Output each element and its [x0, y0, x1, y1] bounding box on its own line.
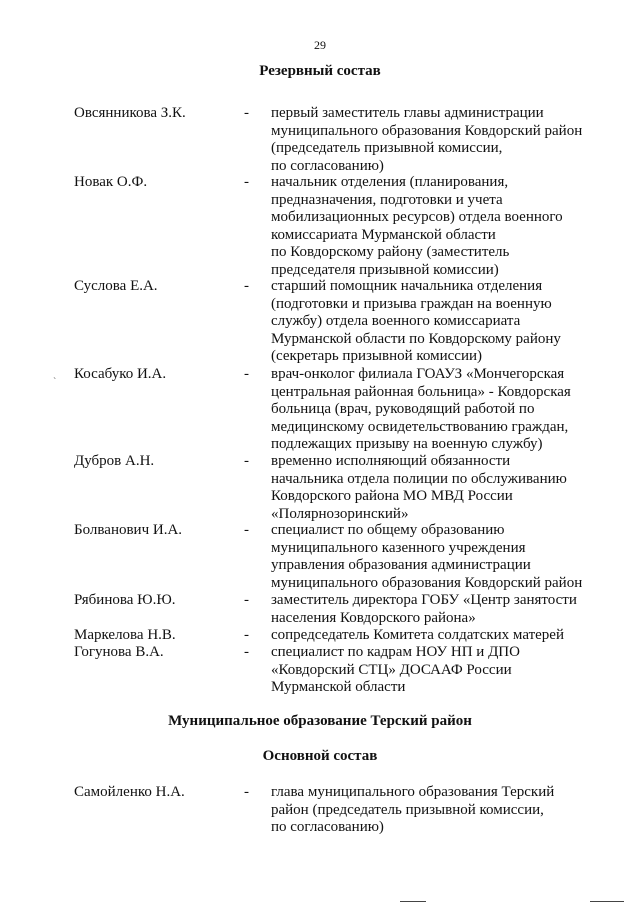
member-position: начальник отделения (планирования, предназначения, подготовки и учета мобилизационных ресурсов) отдела военного комиссариата Мурманской области по Ковдорскому району (заместитель председателя призывной комиссии): [271, 174, 563, 278]
separator-dash: -: [244, 784, 249, 800]
member-name: Косабуко И.А.: [74, 366, 167, 382]
separator-dash: -: [244, 522, 249, 538]
member-name: Новак О.Ф.: [74, 174, 148, 190]
member-position: глава муниципального образования Терский район (председатель призывной комиссии, по согласованию): [271, 784, 555, 836]
member-name: Рябинова Ю.Ю.: [74, 592, 176, 608]
scan-edge-mark: [590, 901, 624, 902]
member-position: врач-онколог филиала ГОАУЗ «Мончегорская центральная районная больница» - Ковдорская больница (врач, руководящий работой по медицинскому освидетельствованию граждан, подлежащих призыву на военную службу): [271, 366, 571, 453]
separator-dash: -: [244, 278, 249, 294]
member-position: временно исполняющий обязанности начальника отдела полиции по обслуживанию Ковдорского района МО МВД России «Полярнозоринский»: [271, 453, 567, 522]
member-position: сопредседатель Комитета солдатских матерей: [271, 627, 564, 643]
section-heading-municipality: Муниципальное образование Терский район: [168, 713, 472, 729]
separator-dash: -: [244, 627, 249, 643]
member-name: Маркелова Н.В.: [74, 627, 176, 643]
member-name: Дубров А.Н.: [74, 453, 155, 469]
member-position: первый заместитель главы администрации муниципального образования Ковдорский район (председатель призывной комиссии, по согласованию): [271, 105, 583, 174]
section-heading-reserve: Резервный состав: [259, 63, 381, 79]
separator-dash: -: [244, 105, 249, 121]
separator-dash: -: [244, 644, 249, 660]
scan-mark: `: [53, 377, 57, 388]
member-name: Самойленко Н.А.: [74, 784, 185, 800]
member-name: Болванович И.А.: [74, 522, 183, 538]
member-position: специалист по кадрам НОУ НП и ДПО «Ковдорский СТЦ» ДОСААФ России Мурманской области: [271, 644, 520, 696]
separator-dash: -: [244, 592, 249, 608]
separator-dash: -: [244, 174, 249, 190]
member-name: Гогунова В.А.: [74, 644, 164, 660]
page-number: 29: [314, 38, 326, 52]
scan-edge-mark: [400, 901, 426, 902]
section-heading-main: Основной состав: [262, 748, 378, 764]
member-position: заместитель директора ГОБУ «Центр занятости населения Ковдорского района»: [271, 592, 577, 626]
member-position: специалист по общему образованию муниципального казенного учреждения управления образования администрации муниципального образования Ковдорский район: [271, 522, 583, 591]
separator-dash: -: [244, 453, 249, 469]
separator-dash: -: [244, 366, 249, 382]
member-name: Суслова Е.А.: [74, 278, 158, 294]
member-position: старший помощник начальника отделения (подготовки и призыва граждан на военную службу) отдела военного комиссариата Мурманской области по Ковдорскому району (секретарь призывной комиссии): [271, 278, 561, 365]
member-name: Овсянникова З.К.: [74, 105, 186, 121]
